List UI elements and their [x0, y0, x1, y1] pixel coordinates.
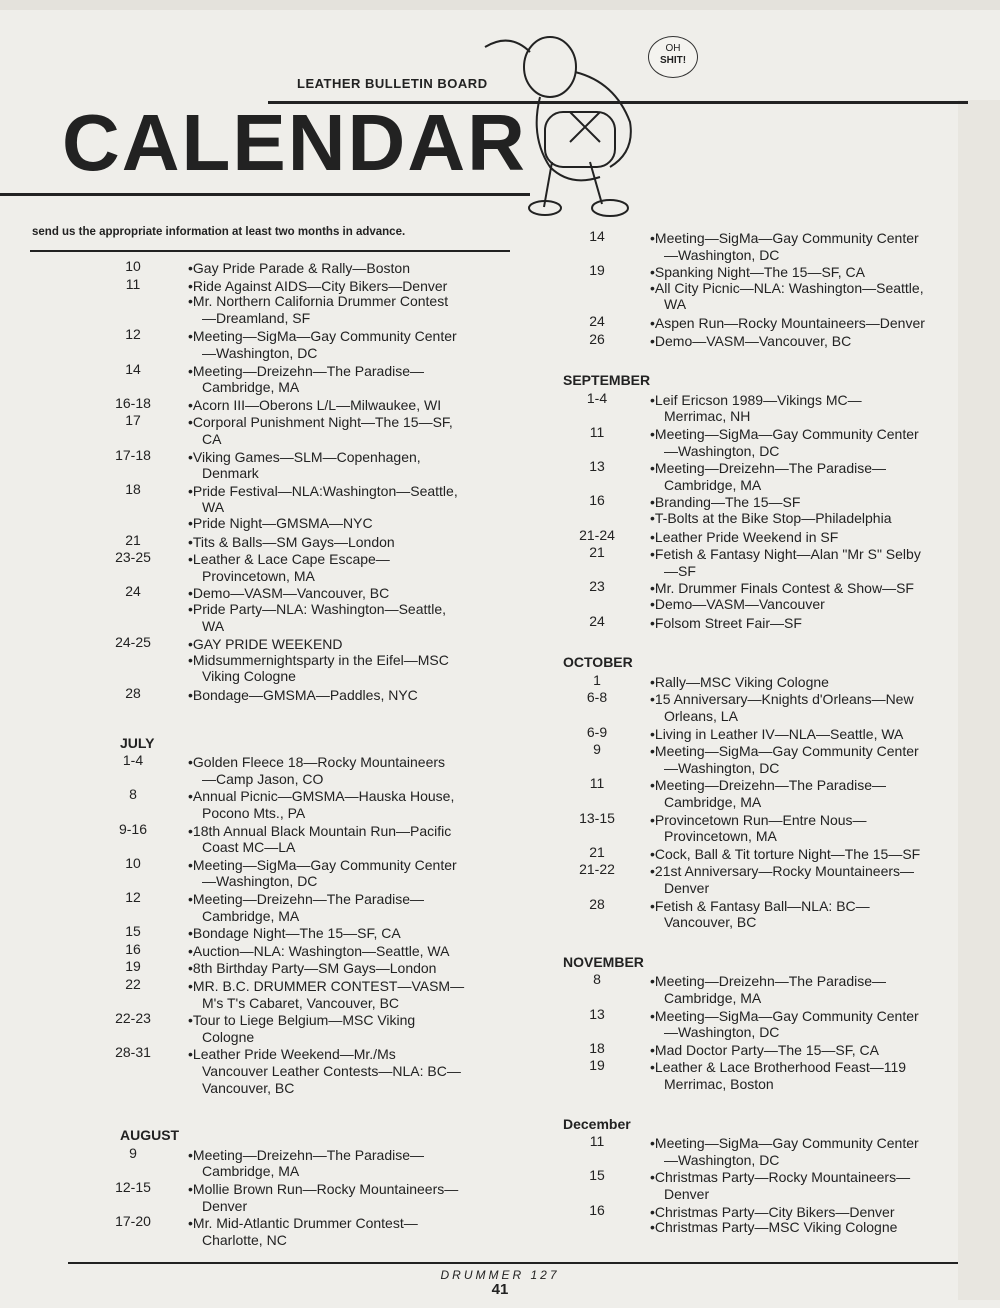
event-line: •18th Annual Black Mountain Run—Pacific	[188, 822, 452, 839]
event-line: •Meeting—SigMa—Gay Community Center	[650, 426, 919, 442]
event-line: •Aspen Run—Rocky Mountaineers—Denver	[650, 315, 925, 331]
event-line: •Meeting—Dreizehn—The Paradise—	[188, 362, 425, 379]
intro-text: send us the appropriate information at least two months in advance.	[32, 226, 406, 238]
event-line: Provincetown, MA	[202, 567, 315, 584]
event-line: •21st Anniversary—Rocky Mountaineers—	[650, 863, 915, 880]
event-line: WA	[664, 296, 687, 313]
event-date: 17-18	[115, 446, 151, 463]
event-entry	[650, 510, 891, 527]
event-date: 24	[125, 583, 141, 600]
event-line: CA	[202, 430, 222, 447]
event-entry	[650, 743, 919, 776]
event-line: •Leather Pride Weekend—Mr./Ms	[188, 1046, 396, 1063]
event-date: 14	[125, 360, 141, 377]
event-date: 26	[589, 330, 605, 347]
event-line: •Rally—MSC Viking Cologne	[650, 673, 829, 690]
event-line: Charlotte, NC	[202, 1231, 287, 1248]
event-line: •Christmas Party—City Bikers—Denver	[650, 1203, 895, 1220]
event-entry	[188, 891, 424, 924]
event-line: —SF	[664, 562, 696, 579]
event-line: •Leather & Lace Cape Escape—	[188, 551, 390, 568]
event-entry	[188, 1012, 415, 1045]
event-line: —Washington, DC	[664, 1151, 780, 1168]
event-entry	[188, 601, 446, 634]
event-entry	[188, 363, 424, 396]
event-date: 9-16	[118, 820, 148, 837]
event-date: 12	[125, 326, 141, 343]
event-date: 1-4	[122, 752, 144, 769]
event-entry	[650, 264, 865, 281]
event-entry	[650, 546, 921, 579]
event-line: —Washington, DC	[202, 873, 318, 890]
event-entry	[650, 777, 886, 810]
event-date: 24-25	[115, 634, 151, 651]
event-entry	[188, 823, 451, 856]
event-date: 13	[589, 1005, 605, 1022]
event-line: •Demo—VASM—Vancouver	[650, 596, 825, 612]
event-line: Denver	[664, 879, 710, 896]
event-date: 8	[129, 786, 137, 803]
event-date: 10	[125, 854, 141, 871]
event-entry	[188, 652, 449, 685]
event-entry	[650, 846, 920, 863]
event-line: •Tits & Balls—SM Gays—London	[188, 533, 395, 550]
event-entry	[188, 788, 454, 821]
event-entry	[650, 898, 870, 931]
event-line: •T-Bolts at the Bike Stop—Philadelphia	[650, 510, 892, 526]
event-line: •Golden Fleece 18—Rocky Mountaineers	[188, 754, 446, 771]
event-entry	[188, 483, 458, 516]
event-date: 28-31	[115, 1044, 151, 1061]
event-entry	[650, 580, 914, 597]
event-line: Cambridge, MA	[202, 1163, 300, 1180]
event-line: Cambridge, MA	[664, 989, 762, 1006]
event-line: •Folsom Street Fair—SF	[650, 614, 802, 631]
event-entry	[188, 754, 445, 787]
event-date: 15	[125, 923, 141, 940]
event-date: 11	[589, 1133, 605, 1150]
event-entry	[650, 1059, 906, 1092]
event-entry	[188, 534, 395, 551]
event-line: •Acorn III—Oberons L/L—Milwaukee, WI	[188, 396, 442, 413]
event-line: •Meeting—SigMa—Gay Community Center	[650, 1135, 919, 1152]
event-date: 18	[125, 480, 141, 497]
month-heading: JULY	[120, 734, 155, 751]
event-date: 21	[125, 531, 141, 548]
event-line: Cambridge, MA	[664, 476, 762, 493]
event-date: 24	[589, 313, 605, 329]
event-entry	[188, 978, 464, 1011]
event-line: •Mollie Brown Run—Rocky Mountaineers—	[188, 1181, 459, 1197]
bubble-line-1: OH	[665, 43, 681, 54]
event-line: •Meeting—SigMa—Gay Community Center	[650, 1007, 919, 1024]
event-date: 11	[589, 424, 605, 440]
event-entry	[650, 426, 919, 459]
event-line: Merrimac, NH	[664, 408, 751, 425]
event-line: •Pride Night—GMSMA—NYC	[188, 515, 373, 531]
event-line: Vancouver, BC	[664, 914, 757, 931]
event-date: 11	[125, 275, 141, 292]
event-entry	[188, 636, 343, 653]
event-line: •Demo—VASM—Vancouver, BC	[650, 332, 852, 349]
event-entry	[650, 596, 825, 613]
event-line: •Gay Pride Parade & Rally—Boston	[188, 260, 411, 276]
event-entry	[650, 529, 838, 546]
event-line: Cambridge, MA	[664, 793, 762, 810]
event-line: Cambridge, MA	[202, 379, 300, 396]
event-date: 21-22	[579, 861, 615, 878]
event-line: •Leather Pride Weekend in SF	[650, 528, 839, 545]
event-date: 6-9	[586, 723, 608, 740]
event-date: 28	[589, 895, 605, 912]
event-line: —Dreamland, SF	[202, 309, 311, 326]
event-line: •Meeting—SigMa—Gay Community Center	[650, 230, 919, 246]
event-date: 19	[589, 262, 605, 279]
event-date: 17	[125, 412, 141, 429]
event-date: 1	[593, 671, 601, 688]
event-line: •Corporal Punishment Night—The 15—SF,	[188, 414, 453, 431]
event-line: •Living in Leather IV—NLA—Seattle, WA	[650, 725, 904, 742]
event-entry	[650, 1169, 910, 1202]
section-subtitle: LEATHER BULLETIN BOARD	[297, 76, 488, 91]
event-date: 23	[589, 578, 605, 595]
event-entry	[188, 1147, 424, 1180]
event-line: •Meeting—Dreizehn—The Paradise—	[650, 460, 887, 477]
magazine-name: DRUMMER 127	[440, 1268, 560, 1282]
event-date: 19	[125, 958, 141, 975]
event-entry	[188, 515, 373, 532]
event-line: Cologne	[202, 1028, 255, 1045]
event-line: •Meeting—SigMa—Gay Community Center	[188, 856, 457, 873]
month-heading: SEPTEMBER	[563, 372, 651, 389]
event-date: 18	[589, 1039, 605, 1056]
event-line: Denmark	[202, 465, 259, 482]
event-entry	[188, 260, 410, 277]
event-line: —Washington, DC	[664, 442, 780, 459]
event-entry	[188, 943, 449, 960]
event-line: •GAY PRIDE WEEKEND	[188, 636, 343, 653]
event-date: 23-25	[115, 549, 151, 566]
event-entry	[650, 392, 862, 425]
event-line: •8th Birthday Party—SM Gays—London	[188, 960, 437, 977]
event-date: 6-8	[586, 689, 608, 706]
event-date: 14	[589, 228, 605, 244]
event-date: 21	[589, 843, 605, 860]
event-entry	[650, 812, 867, 845]
event-line: Provincetown, MA	[664, 828, 777, 845]
event-line: •Bondage—GMSMA—Paddles, NYC	[188, 687, 418, 703]
event-line: —Washington, DC	[202, 344, 318, 361]
event-line: Coast MC—LA	[202, 839, 296, 856]
event-date: 24	[589, 612, 605, 629]
event-line: •Meeting—SigMa—Gay Community Center	[650, 743, 919, 760]
event-line: Vancouver, BC	[202, 1079, 295, 1096]
event-entry	[188, 449, 421, 482]
intro-rule	[30, 250, 510, 252]
title-underline	[0, 193, 530, 196]
event-line: Pocono Mts., PA	[202, 804, 306, 821]
event-entry	[650, 1204, 895, 1221]
event-line: —Camp Jason, CO	[202, 770, 324, 787]
event-date: 9	[129, 1144, 137, 1161]
event-entry	[650, 674, 829, 691]
event-date: 22-23	[115, 1010, 151, 1027]
event-date: 16	[589, 492, 605, 509]
event-date: 28	[125, 685, 141, 701]
event-line: Merrimac, Boston	[664, 1075, 774, 1092]
event-line: •Fetish & Fantasy Night—Alan "Mr S" Selby	[650, 546, 921, 563]
event-line: WA	[202, 617, 225, 634]
event-entry	[650, 494, 800, 511]
event-line: •Bondage Night—The 15—SF, CA	[188, 925, 401, 942]
event-line: •Meeting—Dreizehn—The Paradise—	[650, 777, 887, 794]
event-date: 17-20	[115, 1213, 151, 1230]
event-line: •Viking Games—SLM—Copenhagen,	[188, 448, 421, 465]
event-entry	[188, 960, 436, 977]
event-date: 19	[589, 1057, 605, 1074]
event-entry	[188, 687, 418, 704]
event-date: 13-15	[579, 809, 615, 826]
event-entry	[650, 691, 914, 724]
event-date: 12	[125, 889, 141, 905]
event-line: •Christmas Party—MSC Viking Cologne	[650, 1219, 898, 1236]
event-entry	[188, 925, 401, 942]
event-entry	[188, 1215, 418, 1248]
event-date: 9	[593, 741, 601, 758]
event-entry	[188, 414, 453, 447]
page-number: 41	[491, 1281, 509, 1298]
event-line: •Cock, Ball & Tit torture Night—The 15—SF	[650, 845, 921, 862]
event-line: —Washington, DC	[664, 759, 780, 776]
event-line: •Fetish & Fantasy Ball—NLA: BC—	[650, 897, 870, 914]
event-entry	[188, 585, 389, 602]
event-date: 15	[589, 1167, 605, 1184]
page-top-strip	[0, 0, 1000, 10]
event-line: •Tour to Liege Belgium—MSC Viking	[188, 1012, 416, 1029]
bubble-line-2: SHIT!	[659, 55, 687, 66]
event-entry	[650, 1042, 879, 1059]
event-line: •Pride Party—NLA: Washington—Seattle,	[188, 601, 447, 617]
page-title: CALENDAR	[62, 98, 527, 187]
event-line: •All City Picnic—NLA: Washington—Seattle,	[650, 279, 924, 296]
event-entry	[188, 278, 447, 295]
event-line: •Mad Doctor Party—The 15—SF, CA	[650, 1041, 879, 1058]
month-heading: OCTOBER	[563, 654, 633, 671]
event-line: •Annual Picnic—GMSMA—Hauska House,	[188, 788, 455, 805]
month-heading: AUGUST	[120, 1127, 180, 1144]
event-line: •Leif Ericson 1989—Vikings MC—	[650, 391, 862, 408]
event-date: 21	[589, 544, 605, 561]
event-entry	[650, 460, 886, 493]
event-line: •Meeting—SigMa—Gay Community Center	[188, 328, 457, 345]
event-line: •Meeting—Dreizehn—The Paradise—	[650, 973, 887, 990]
event-entry	[650, 1008, 919, 1041]
event-entry	[188, 328, 457, 361]
event-line: M's T's Cabaret, Vancouver, BC	[202, 994, 400, 1011]
event-date: 8	[593, 971, 601, 988]
event-entry	[650, 973, 886, 1006]
event-date: 1-4	[586, 389, 608, 406]
event-entry	[188, 857, 457, 890]
right-calendar-column	[555, 228, 955, 1258]
event-entry	[650, 1135, 919, 1168]
event-line: Viking Cologne	[202, 668, 296, 685]
event-date: 12-15	[115, 1179, 151, 1195]
event-entry	[650, 1219, 897, 1236]
footer-rule	[68, 1262, 958, 1264]
event-date: 11	[589, 775, 605, 792]
event-entry	[188, 1181, 458, 1214]
event-entry	[650, 280, 924, 313]
event-entry	[188, 1046, 461, 1096]
event-line: •Spanking Night—The 15—SF, CA	[650, 264, 866, 281]
event-line: •Midsummernightsparty in the Eifel—MSC	[188, 651, 449, 668]
month-heading: December	[563, 1115, 631, 1132]
event-line: •Leather & Lace Brotherhood Feast—119	[650, 1059, 907, 1076]
event-entry	[188, 293, 448, 326]
event-line: •Ride Against AIDS—City Bikers—Denver	[188, 277, 448, 294]
event-line: Cambridge, MA	[202, 907, 300, 924]
event-line: •MR. B.C. DRUMMER CONTEST—VASM—	[188, 978, 465, 994]
event-line: —Washington, DC	[664, 246, 780, 263]
event-line: —Washington, DC	[664, 1024, 780, 1041]
event-line: •15 Anniversary—Knights d'Orleans—New	[650, 691, 914, 708]
event-line: •Mr. Mid-Atlantic Drummer Contest—	[188, 1215, 418, 1232]
event-line: •Meeting—Dreizehn—The Paradise—	[188, 1146, 425, 1163]
event-line: Denver	[664, 1185, 710, 1202]
event-line: •Branding—The 15—SF	[650, 494, 801, 511]
event-line: •Meeting—Dreizehn—The Paradise—	[188, 891, 425, 907]
event-date: 22	[125, 976, 141, 992]
event-line: Denver	[202, 1197, 248, 1214]
event-date: 10	[125, 258, 141, 274]
event-line: •Auction—NLA: Washington—Seattle, WA	[188, 942, 450, 959]
event-entry	[650, 315, 925, 332]
event-entry	[650, 230, 919, 263]
event-entry	[650, 615, 802, 632]
event-entry	[188, 397, 441, 414]
event-line: Orleans, LA	[664, 707, 738, 724]
event-date: 16-18	[115, 394, 151, 411]
cartoon-illustration	[470, 12, 660, 222]
event-line: Vancouver Leather Contests—NLA: BC—	[202, 1062, 461, 1079]
event-line: WA	[202, 499, 225, 516]
event-line: •Mr. Northern California Drummer Contest	[188, 293, 449, 310]
event-entry	[650, 726, 903, 743]
event-entry	[188, 551, 390, 584]
event-entry	[650, 863, 914, 896]
event-line: •Pride Festival—NLA:Washington—Seattle,	[188, 482, 458, 499]
event-line: •Mr. Drummer Finals Contest & Show—SF	[650, 580, 914, 597]
left-calendar-column	[98, 258, 518, 1258]
event-date: 16	[125, 940, 141, 957]
event-date: 13	[589, 458, 605, 475]
event-line: •Christmas Party—Rocky Mountaineers—	[650, 1169, 911, 1186]
event-line: •Demo—VASM—Vancouver, BC	[188, 585, 390, 602]
event-date: 16	[589, 1201, 605, 1218]
speech-bubble	[648, 36, 698, 78]
month-heading: NOVEMBER	[563, 953, 644, 970]
event-line: •Provincetown Run—Entre Nous—	[650, 811, 867, 828]
event-entry	[650, 333, 851, 350]
event-date: 21-24	[579, 526, 615, 543]
adjacent-page-strip	[958, 100, 1000, 1300]
